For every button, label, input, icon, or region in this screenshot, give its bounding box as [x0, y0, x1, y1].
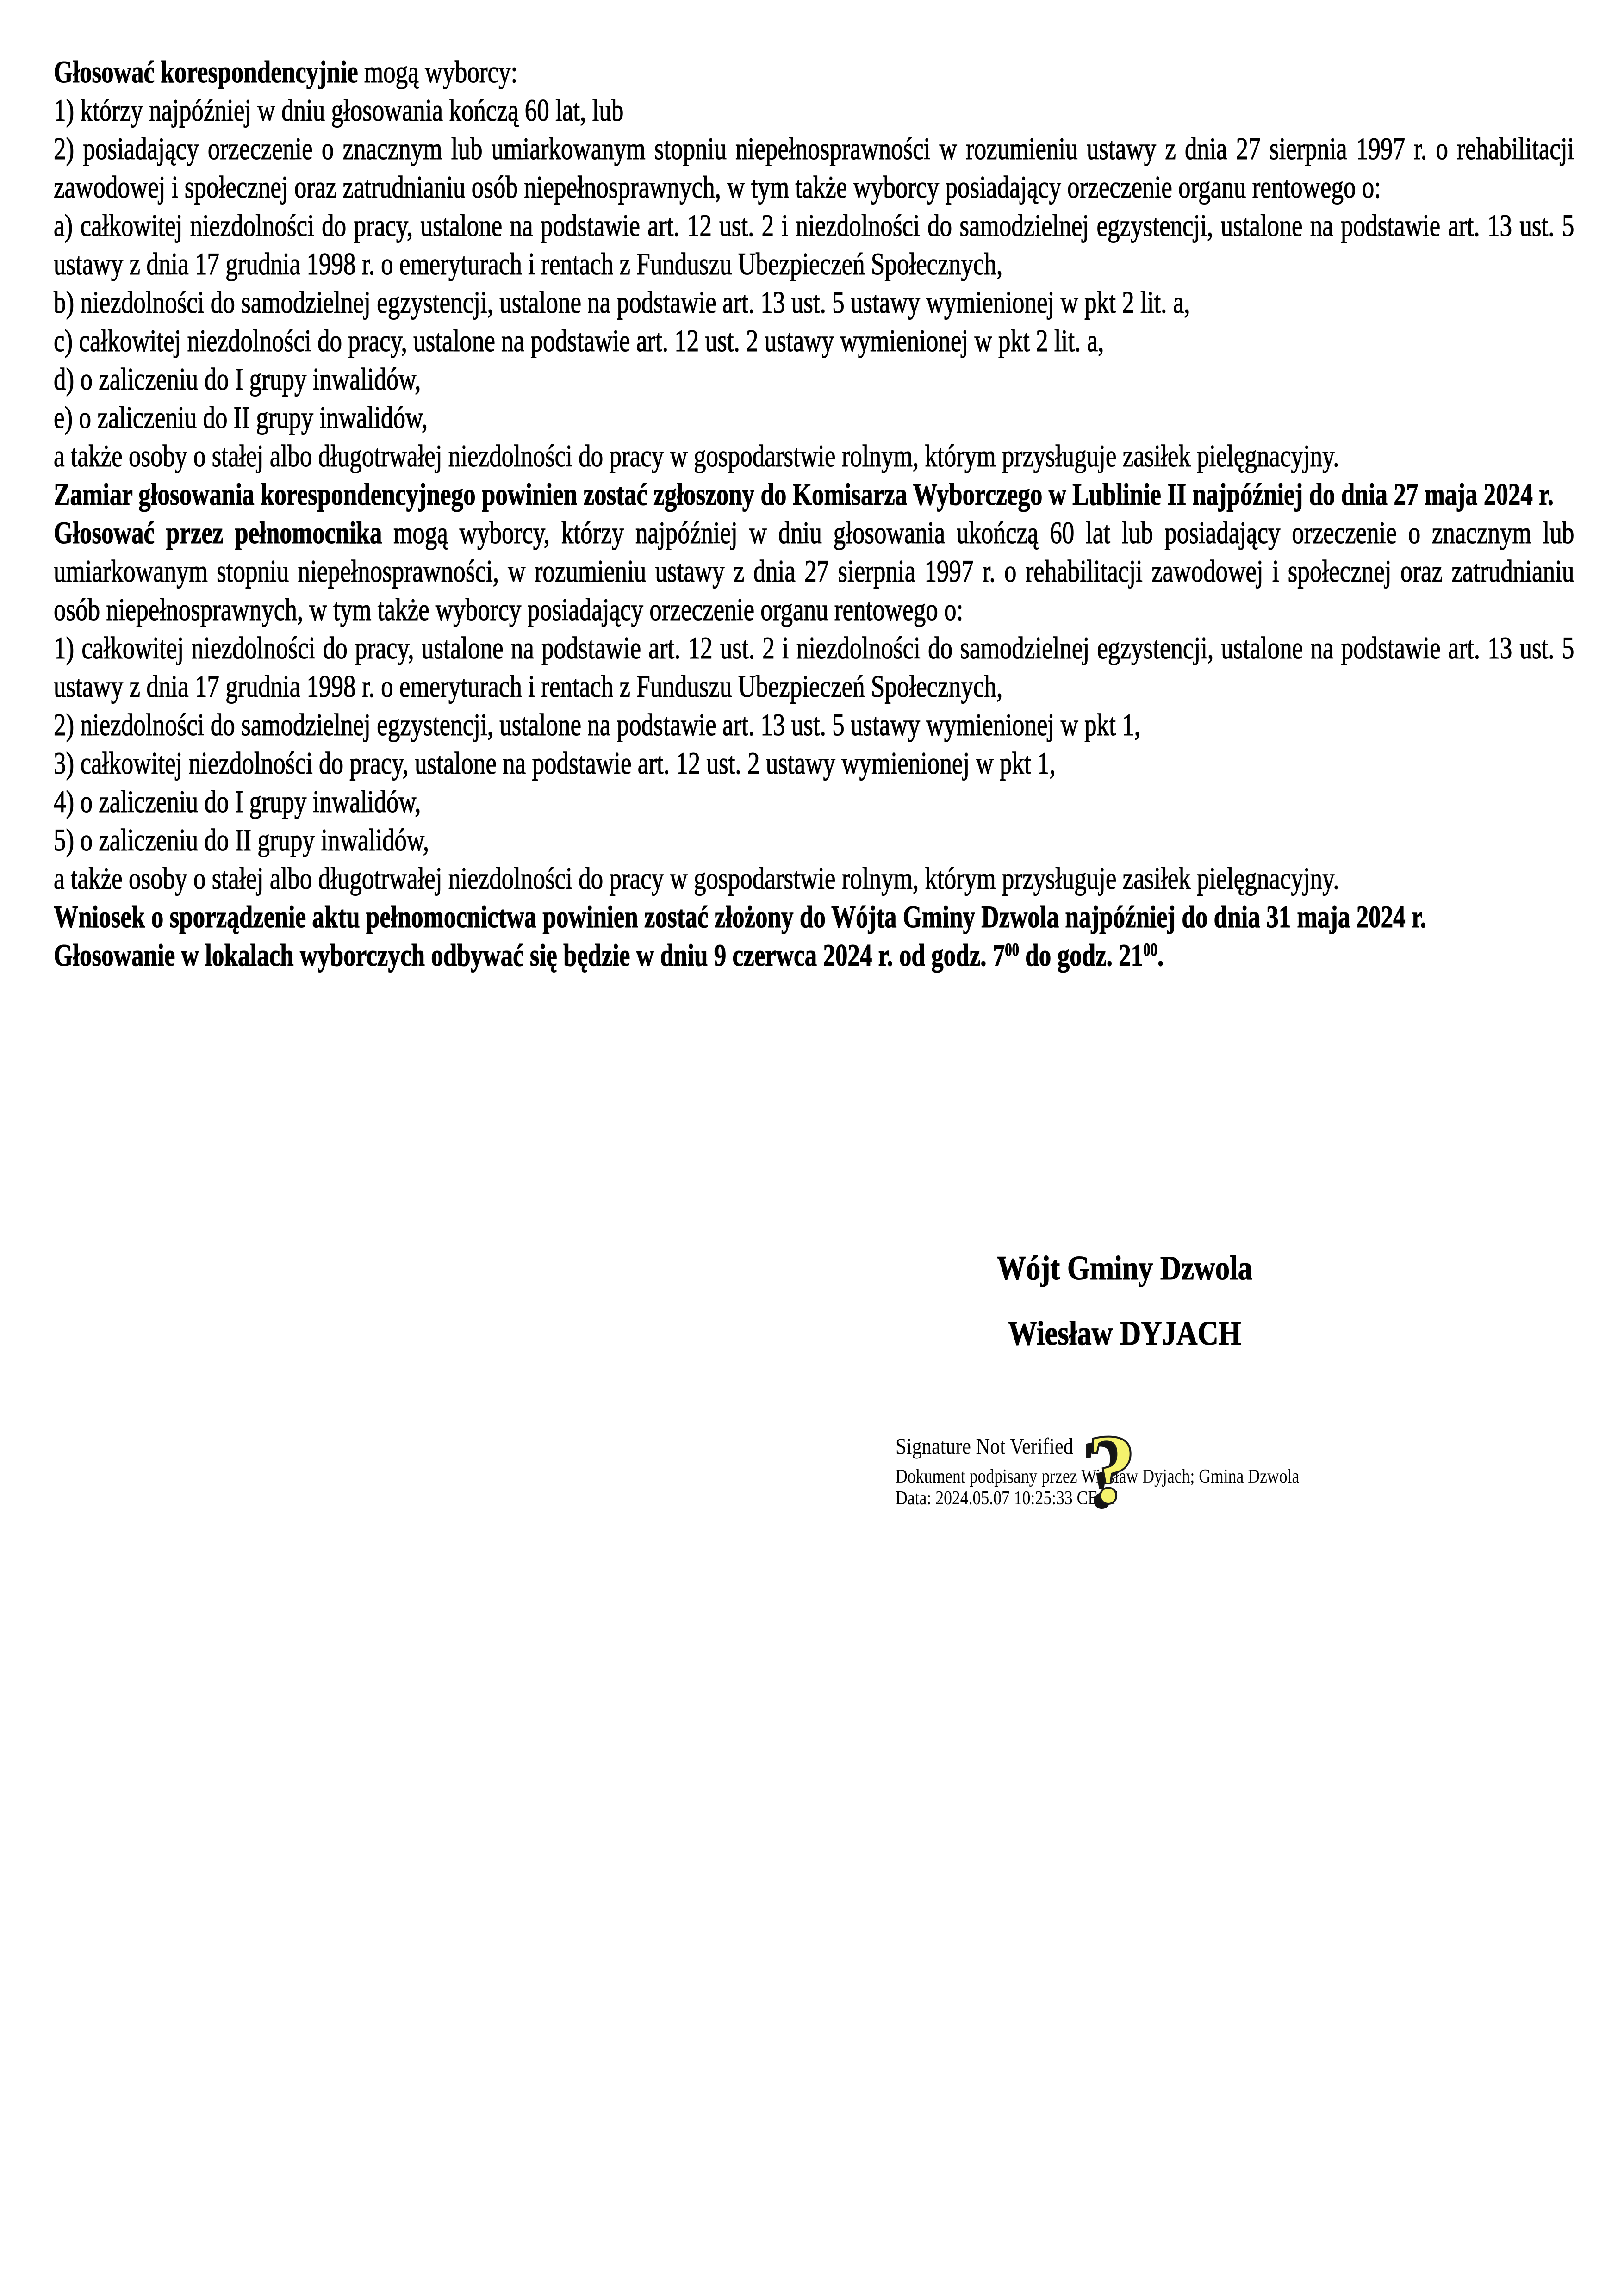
signature-block [932, 1249, 1318, 1353]
list-item-proxy-2: 2) niezdolności do samodzielnej egzystencji, ustalone na podstawie art. 13 ust. 5 ustawy wymienionej w pkt 1, [54, 707, 1140, 742]
list-item-proxy-3: 3) całkowitej niezdolności do pracy, ustalone na podstawie art. 12 ust. 2 ustawy wymienionej w pkt 1, [54, 745, 1056, 781]
para-mail-deadline: Zamiar głosowania korespondencyjnego powinien zostać zgłoszony do Komisarza Wyborczego w Lublinie II najpóźniej do dnia 27 maja 2024 r. [54, 477, 1554, 512]
vote-by-proxy-lead: Głosować przez pełnomocnika [54, 515, 382, 550]
question-mark-icon: ? [1087, 1414, 1137, 1524]
signer-title: Wójt Gminy Dzwola [996, 1249, 1253, 1287]
vote-by-mail-rest: mogą wyborcy: [358, 54, 518, 89]
polling-hours-end: . [1157, 937, 1164, 973]
para-mail-farmers: a także osoby o stałej albo długotrwałej niezdolności do pracy w gospodarstwie rolnym, którym przysługuje zasiłek pielęgnacyjny. [54, 438, 1339, 473]
stamp-date-text: Data: 2024.05.07 10:25:33 CEST [896, 1488, 1117, 1509]
vote-by-proxy-rest: mogą wyborcy, którzy najpóźniej w dniu głosowania ukończą 60 lat lub posiadający orzeczenie o znacznym lub umiarkowanym stopniu niepełnosprawności, w rozumieniu ustawy z dnia 27 sierpnia 1997 r. o rehabilitacji zawodowej i społecznej oraz zatrudnianiu osób niepełnosprawnych, w tym także wyborcy posiadający orzeczenie organu rentowego o: [54, 515, 1574, 627]
para-proxy-deadline: Wniosek o sporządzenie aktu pełnomocnictwa powinien zostać złożony do Wójta Gminy Dzwola najpóźniej do dnia 31 maja 2024 r. [54, 899, 1426, 934]
list-item-mail-b: b) niezdolności do samodzielnej egzystencji, ustalone na podstawie art. 13 ust. 5 ustawy wymienionej w pkt 2 lit. a, [54, 285, 1190, 320]
list-item-mail-e: e) o zaliczeniu do II grupy inwalidów, [54, 400, 428, 435]
list-item-proxy-4: 4) o zaliczeniu do I grupy inwalidów, [54, 784, 421, 819]
vote-by-mail-lead: Głosować korespondencyjnie [54, 54, 358, 89]
list-item-proxy-5: 5) o zaliczeniu do II grupy inwalidów, [54, 822, 429, 857]
signer-name: Wiesław DYJACH [1008, 1315, 1241, 1353]
list-item-mail-a: a) całkowitej niezdolności do pracy, ustalone na podstawie art. 12 ust. 2 i niezdolności do samodzielnej egzystencji, ustalone na podstawie art. 13 ust. 5 ustawy z dnia 17 grudnia 1998 r. o emeryturach i rentach z Funduszu Ubezpieczeń Społecznych, [54, 208, 1574, 281]
polling-hours-mid: do godz. 21 [1019, 937, 1144, 973]
stamp-signer-text: Dokument podpisany przez Wiesław Dyjach; Gmina Dzwola [896, 1466, 1300, 1487]
para-vote-by-mail-intro [54, 53, 1574, 91]
para-proxy-farmers: a także osoby o stałej albo długotrwałej niezdolności do pracy w gospodarstwie rolnym, którym przysługuje zasiłek pielęgnacyjny. [54, 861, 1339, 896]
document-body [54, 53, 1574, 974]
list-item-mail-2: 2) posiadający orzeczenie o znacznym lub umiarkowanym stopniu niepełnosprawności w rozumieniu ustawy z dnia 27 sierpnia 1997 r. o rehabilitacji zawodowej i społecznej oraz zatrudnianiu osób niepełnosprawnych, w tym także wyborcy posiadający orzeczenie organu rentowego o: [54, 131, 1574, 205]
polling-hours-start: Głosowanie w lokalach wyborczych odbywać się będzie w dniu 9 czerwca 2024 r. od godz. 7 [54, 937, 1005, 973]
list-item-mail-d: d) o zaliczeniu do I grupy inwalidów, [54, 361, 421, 397]
list-item-mail-1: 1) którzy najpóźniej w dniu głosowania kończą 60 lat, lub [54, 93, 624, 128]
para-vote-by-proxy-intro [54, 514, 1574, 629]
list-item-mail-c: c) całkowitej niezdolności do pracy, ustalone na podstawie art. 12 ust. 2 ustawy wymienionej w pkt 2 lit. a, [54, 323, 1104, 358]
para-polling-hours [54, 936, 1574, 974]
stamp-status-text: Signature Not Verified [896, 1433, 1074, 1459]
polling-hours-sup-close: 00 [1143, 939, 1157, 960]
polling-hours-sup-open: 00 [1005, 939, 1020, 960]
list-item-proxy-1: 1) całkowitej niezdolności do pracy, ustalone na podstawie art. 12 ust. 2 i niezdolności do samodzielnej egzystencji, ustalone na podstawie art. 13 ust. 5 ustawy z dnia 17 grudnia 1998 r. o emeryturach i rentach z Funduszu Ubezpieczeń Społecznych, [54, 630, 1574, 704]
